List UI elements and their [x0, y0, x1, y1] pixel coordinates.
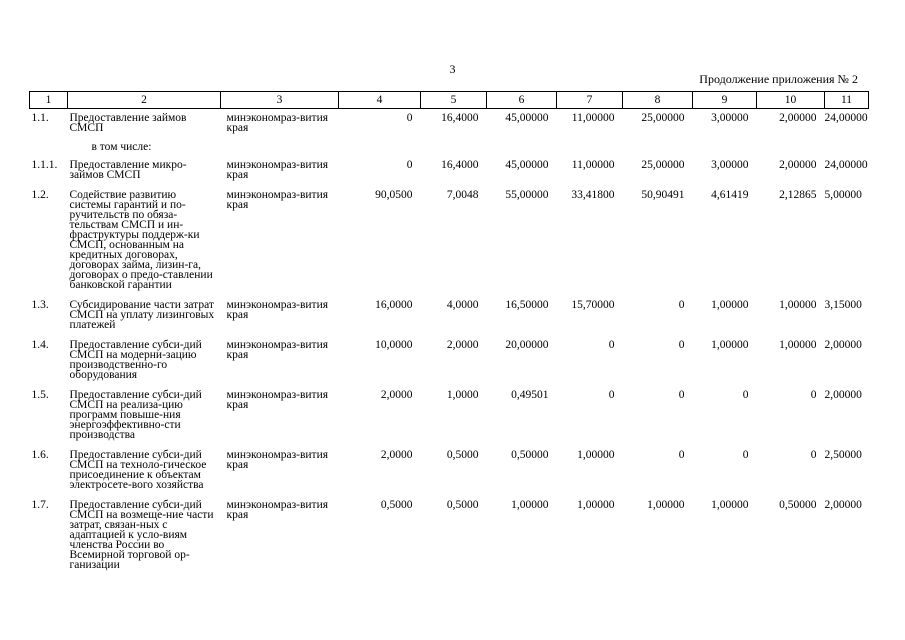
- table-row: [30, 296, 869, 336]
- value-cell: 20,00000: [505, 339, 549, 351]
- value-cell: 0: [810, 389, 817, 401]
- row-index: 1.1.: [31, 112, 49, 124]
- value-cell: 2,12865: [779, 189, 817, 201]
- value-cell: 11,00000: [571, 112, 615, 124]
- value-cell: 1,00000: [711, 339, 749, 351]
- value-cell: 1,00000: [577, 449, 615, 461]
- value-cell: 0,50000: [779, 499, 817, 511]
- value-cell: 25,00000: [641, 112, 685, 124]
- value-cell: 0,5000: [446, 449, 479, 461]
- value-cell: 0,49501: [511, 389, 549, 401]
- executor: минэкономраз-вития края: [226, 159, 329, 181]
- row-index: 1.1.1.: [31, 159, 58, 171]
- value-cell: 11,00000: [571, 159, 615, 171]
- value-cell: 45,00000: [505, 112, 549, 124]
- row-index: 1.6.: [31, 449, 49, 461]
- table-row: [30, 336, 869, 386]
- value-cell: 16,50000: [505, 299, 549, 311]
- value-cell: 1,00000: [647, 499, 685, 511]
- value-cell: 33,41800: [571, 189, 615, 201]
- column-header: 8: [623, 92, 693, 109]
- page-number: 3: [449, 62, 456, 76]
- column-header: 5: [421, 92, 487, 109]
- value-cell: 0,50000: [511, 449, 549, 461]
- value-cell: 1,00000: [711, 299, 749, 311]
- value-cell: 0: [608, 389, 615, 401]
- value-cell: 1,00000: [511, 499, 549, 511]
- value-cell: 4,61419: [711, 189, 749, 201]
- value-cell: 2,0000: [380, 449, 413, 461]
- measure-name: Предоставление субси-дий СМСП на реализа-цию программ повыше-ния энергоэффективно-сти производства: [69, 389, 202, 441]
- value-cell: 55,00000: [505, 189, 549, 201]
- value-cell: 0: [742, 449, 749, 461]
- value-cell: 2,00000: [824, 339, 862, 351]
- value-cell: 0: [678, 299, 685, 311]
- row-index: 1.7.: [31, 499, 49, 511]
- measure-name: Предоставление субси-дий СМСП на техноло-гическое присоединение к объектам электросете-вого хозяйства: [69, 449, 207, 491]
- executor: минэкономраз-вития края: [226, 189, 329, 211]
- row-index: 1.5.: [31, 389, 49, 401]
- table-row: [30, 156, 869, 186]
- row-index: 1.3.: [31, 299, 49, 311]
- column-header: 2: [68, 92, 221, 109]
- value-cell: 2,00000: [779, 112, 817, 124]
- value-cell: 3,00000: [711, 159, 749, 171]
- value-cell: 1,00000: [779, 339, 817, 351]
- executor: минэкономраз-вития края: [226, 449, 329, 471]
- value-cell: 90,0500: [375, 189, 413, 201]
- value-cell: 5,00000: [824, 189, 862, 201]
- value-cell: 7,0048: [446, 189, 479, 201]
- continuation-title: Продолжение приложения № 2: [699, 72, 858, 86]
- value-cell: 0,5000: [380, 499, 413, 511]
- value-cell: 25,00000: [641, 159, 685, 171]
- column-header: 1: [30, 92, 68, 109]
- executor: минэкономраз-вития края: [226, 499, 329, 521]
- value-cell: 0: [810, 449, 817, 461]
- table-row: [30, 186, 869, 296]
- value-cell: 0: [678, 449, 685, 461]
- column-header: 4: [339, 92, 421, 109]
- value-cell: 15,70000: [571, 299, 615, 311]
- value-cell: 0,5000: [446, 499, 479, 511]
- column-header: 9: [693, 92, 757, 109]
- value-cell: 45,00000: [505, 159, 549, 171]
- measure-name: Содействие развитию системы гарантий и по-ручительств по обяза-тельствам СМСП и ин-фраструктуры поддерж-ки СМСП, основанным на кредитных договорах, договорах займа, лизин-га, договорах о предо-ставлении банковской гарантии: [69, 189, 213, 291]
- table-row: [30, 386, 869, 446]
- executor: минэкономраз-вития края: [226, 112, 329, 134]
- value-cell: 2,50000: [824, 449, 862, 461]
- measure-name: Субсидирование части затрат СМСП на уплату лизинговых платежей: [69, 299, 215, 331]
- value-cell: 4,0000: [446, 299, 479, 311]
- value-cell: 50,90491: [641, 189, 685, 201]
- column-header: 10: [757, 92, 825, 109]
- executor: минэкономраз-вития края: [226, 299, 329, 321]
- value-cell: 3,00000: [711, 112, 749, 124]
- budget-table: [29, 91, 869, 576]
- value-cell: 2,00000: [824, 389, 862, 401]
- measure-name: Предоставление субси-дий СМСП на модерни-зацию производственно-го оборудования: [69, 339, 202, 381]
- value-cell: 2,00000: [779, 159, 817, 171]
- value-cell: 2,0000: [380, 389, 413, 401]
- value-cell: 1,00000: [779, 299, 817, 311]
- table-row: [30, 496, 869, 576]
- value-cell: 1,00000: [711, 499, 749, 511]
- executor: минэкономраз-вития края: [226, 389, 329, 411]
- value-cell: 0: [406, 159, 413, 171]
- subheading-text: в том числе:: [91, 141, 152, 153]
- column-header: 3: [221, 92, 339, 109]
- column-header: 7: [557, 92, 623, 109]
- column-header: 11: [825, 92, 869, 109]
- value-cell: 2,00000: [824, 499, 862, 511]
- table-row: [30, 109, 869, 140]
- value-cell: 16,4000: [441, 112, 479, 124]
- subheading-row: [30, 139, 869, 156]
- value-cell: 0: [742, 389, 749, 401]
- value-cell: 3,15000: [824, 299, 862, 311]
- row-index: 1.2.: [31, 189, 49, 201]
- value-cell: 0: [678, 389, 685, 401]
- value-cell: 2,0000: [446, 339, 479, 351]
- measure-name: Предоставление субси-дий СМСП на возмеще-ние части затрат, связан-ных с адаптацией к усло-виям членства России во Всемирной торговой ор-ганизации: [69, 499, 214, 571]
- value-cell: 0: [608, 339, 615, 351]
- empty-cell: [30, 139, 68, 156]
- value-cell: 10,0000: [375, 339, 413, 351]
- value-cell: 1,00000: [577, 499, 615, 511]
- value-cell: 24,00000: [824, 159, 868, 171]
- value-cell: 16,4000: [441, 159, 479, 171]
- value-cell: 0: [678, 339, 685, 351]
- table-row: [30, 446, 869, 496]
- value-cell: 0: [406, 112, 413, 124]
- column-header: 6: [487, 92, 557, 109]
- measure-name: Предоставление займов СМСП: [69, 112, 187, 134]
- row-index: 1.4.: [31, 339, 49, 351]
- executor: минэкономраз-вития края: [226, 339, 329, 361]
- value-cell: 1,0000: [446, 389, 479, 401]
- value-cell: 16,0000: [375, 299, 413, 311]
- measure-name: Предоставление микро-займов СМСП: [69, 159, 187, 181]
- value-cell: 24,00000: [824, 112, 868, 124]
- header-row: [30, 92, 869, 109]
